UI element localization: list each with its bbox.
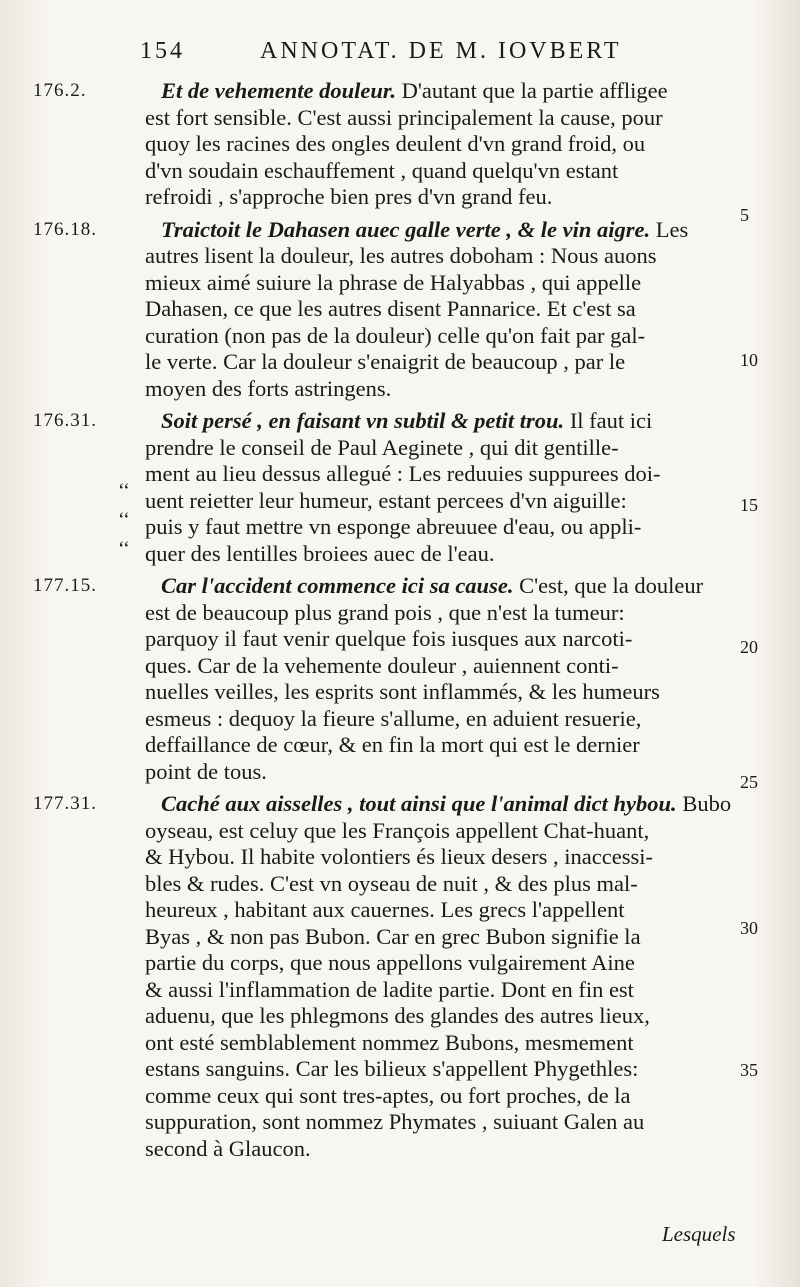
catchword: Lesquels	[662, 1222, 736, 1246]
text-line: esmeus : dequoy la fieure s'allume, en aduient resuerie,	[145, 705, 642, 731]
text-line: ment au lieu dessus allegué : Les reduuies suppurees doi-	[145, 461, 661, 486]
text-line: curation (non pas de la douleur) celle qu'on fait par gal-	[145, 322, 646, 348]
text-line: parquoy il faut venir quelque fois iusques aux narcoti-	[145, 626, 633, 651]
line-reference: 177.15.	[33, 575, 97, 596]
running-title: ANNOTAT. DE M. IOVBERT	[260, 38, 622, 64]
text-line: bles & rudes. C'est vn oyseau de nuit , & des plus mal-	[145, 870, 638, 896]
text-line: d'vn soudain eschauffement , quand quelqu'vn estant	[145, 157, 619, 183]
text-line: oyseau, est celuy que les François appellent Chat-huant,	[145, 817, 650, 843]
text-line	[145, 78, 735, 105]
text-line: moyen des forts astringens.	[145, 375, 392, 401]
quotation-mark: ‘‘	[118, 538, 130, 560]
text-line: nuelles veilles, les esprits sont inflammés, & les humeurs	[145, 679, 660, 704]
line-reference: 177.31.	[33, 793, 97, 814]
text-line: point de tous.	[145, 758, 267, 784]
text-line: autres lisent la douleur, les autres doboham : Nous auons	[145, 243, 657, 268]
text-line: Byas , & non pas Bubon. Car en grec Bubon signifie la	[145, 923, 641, 949]
text-line: puis y faut mettre vn esponge abreuuee d'eau, ou appli-	[145, 514, 642, 539]
text-line: heureux , habitant aux cauernes. Les grecs l'appellent	[145, 897, 625, 922]
margin-line-number: 35	[740, 1060, 758, 1080]
text-line: estans sanguins. Car les bilieux s'appellent Phygethles:	[145, 1056, 639, 1081]
text-line: aduenu, que les phlegmons des glandes des autres lieux,	[145, 1003, 650, 1028]
annotation-entry	[33, 78, 735, 211]
lemma: Caché aux aisselles , tout ainsi que l'animal dict hybou.	[161, 791, 677, 816]
text-line	[145, 408, 735, 435]
text-line: uent reietter leur humeur, estant percees d'vn aiguille:	[145, 487, 627, 513]
text-line: le verte. Car la douleur s'enaigrit de beaucoup , par le	[145, 349, 626, 374]
margin-line-number: 15	[740, 495, 758, 515]
text-line: & aussi l'inflammation de ladite partie. Dont en fin est	[145, 976, 634, 1002]
text-line: deffaillance de cœur, & en fin la mort qui est le dernier	[145, 732, 640, 757]
text-line: partie du corps, que nous appellons vulgairement Aine	[145, 950, 635, 975]
quotation-mark: ‘‘	[118, 509, 130, 531]
text-line: quer des lentilles broiees auec de l'eau.	[145, 540, 495, 566]
line-text: Bubo	[682, 791, 732, 816]
line-reference: 176.2.	[33, 80, 87, 101]
text-line	[145, 217, 735, 244]
text-line: quoy les racines des ongles deulent d'vn grand froid, ou	[145, 131, 646, 156]
line-text: Il faut ici	[569, 408, 653, 433]
text-line: comme ceux qui sont tres-aptes, ou fort proches, de la	[145, 1082, 631, 1108]
quotation-mark: ‘‘	[118, 480, 130, 502]
annotation-body	[33, 70, 735, 1162]
margin-line-number: 10	[740, 350, 758, 370]
text-line	[145, 791, 735, 818]
margin-line-number: 25	[740, 772, 758, 792]
text-line	[145, 573, 735, 600]
margin-line-number: 5	[740, 205, 749, 225]
annotation-entry	[33, 573, 735, 785]
text-line: ont esté semblablement nommez Bubons, mesmement	[145, 1029, 634, 1055]
text-line: mieux aimé suiure la phrase de Halyabbas , qui appelle	[145, 269, 642, 295]
margin-line-number: 20	[740, 637, 758, 657]
page-number: 154	[140, 38, 185, 64]
lemma: Car l'accident commence ici sa cause.	[161, 573, 514, 598]
text-line: ques. Car de la vehemente douleur , auiennent conti-	[145, 652, 619, 678]
text-line: second à Glaucon.	[145, 1135, 311, 1161]
text-line: Dahasen, ce que les autres disent Pannarice. Et c'est sa	[145, 296, 636, 321]
annotation-entry	[33, 791, 735, 1162]
text-line: est de beaucoup plus grand pois , que n'est la tumeur:	[145, 599, 625, 625]
text-line: prendre le conseil de Paul Aeginete , qui dit gentille-	[145, 434, 619, 460]
lemma: Soit persé , en faisant vn subtil & petit trou.	[161, 408, 565, 433]
text-line: est fort sensible. C'est aussi principalement la cause, pour	[145, 104, 663, 130]
text-line: suppuration, sont nommez Phymates , suiuant Galen au	[145, 1109, 645, 1134]
margin-line-number: 30	[740, 918, 758, 938]
line-reference: 176.18.	[33, 218, 97, 240]
lemma: Traictoit le Dahasen auec galle verte , & le vin aigre.	[161, 216, 651, 242]
line-reference: 176.31.	[33, 410, 97, 431]
annotation-entry	[33, 408, 735, 567]
line-text: Les	[655, 216, 689, 242]
annotation-entry	[33, 216, 735, 403]
line-text: C'est, que la douleur	[519, 573, 704, 598]
line-text: D'autant que la partie affligee	[401, 78, 668, 103]
lemma: Et de vehemente douleur.	[161, 78, 396, 103]
text-line: refroidi , s'approche bien pres d'vn grand feu.	[145, 184, 553, 209]
text-line: & Hybou. Il habite volontiers és lieux desers , inaccessi-	[145, 844, 653, 869]
